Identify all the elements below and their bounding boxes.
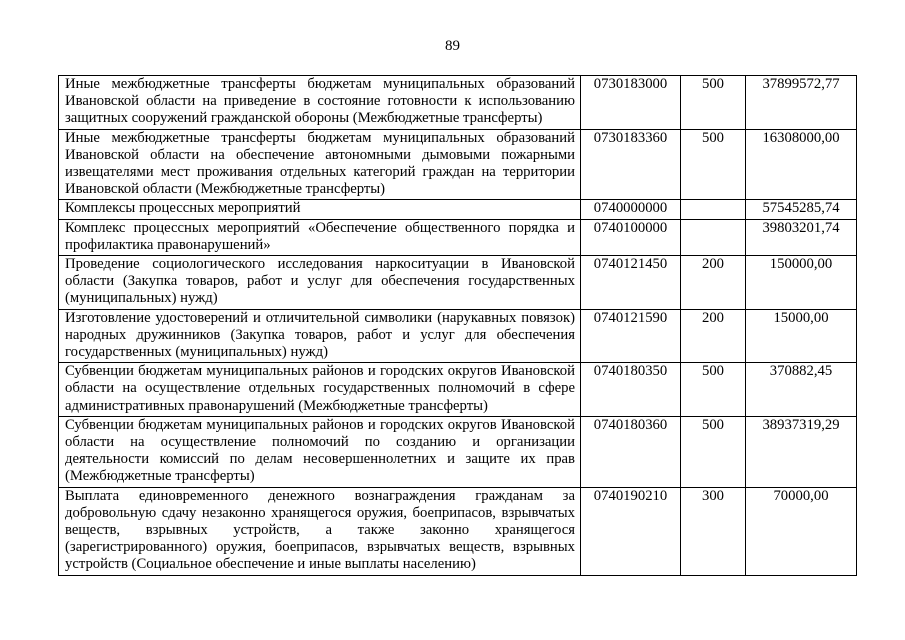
- cell-expense-type: 300: [681, 487, 746, 575]
- table-row: [59, 256, 857, 310]
- table-body: [59, 76, 857, 576]
- cell-description: Субвенции бюджетам муниципальных районов и городских округов Ивановской области на осуществление полномочий по созданию и организации деятельности комиссий по делам несовершеннолетних и защите их прав (Межбюджетные трансферты): [59, 416, 581, 487]
- cell-description: Комплекс процессных мероприятий «Обеспечение общественного порядка и профилактика правонарушений»: [59, 219, 581, 255]
- cell-description: Выплата единовременного денежного вознаграждения гражданам за добровольную сдачу незаконно хранящегося оружия, боеприпасов, взрывчатых веществ, взрывных устройств, а также законно хранящегося (зарегистрированного) оружия, боеприпасов, взрывчатых веществ, взрывных устройств (Социальное обеспечение и иные выплаты населению): [59, 487, 581, 575]
- cell-description: Комплексы процессных мероприятий: [59, 200, 581, 219]
- cell-expense-type: 500: [681, 363, 746, 417]
- cell-target-code: 0740100000: [581, 219, 681, 255]
- cell-expense-type: [681, 219, 746, 255]
- cell-target-code: 0740000000: [581, 200, 681, 219]
- table-row: [59, 200, 857, 219]
- cell-amount: 37899572,77: [746, 76, 857, 130]
- cell-target-code: 0740180360: [581, 416, 681, 487]
- table-row: [59, 219, 857, 255]
- cell-description: Иные межбюджетные трансферты бюджетам муниципальных образований Ивановской области на приведение в состояние готовности к использованию защитных сооружений гражданской обороны (Межбюджетные трансферты): [59, 76, 581, 130]
- cell-expense-type: 500: [681, 129, 746, 200]
- cell-amount: 70000,00: [746, 487, 857, 575]
- cell-target-code: 0740121590: [581, 309, 681, 363]
- page-number: 89: [445, 38, 460, 54]
- cell-amount: 38937319,29: [746, 416, 857, 487]
- cell-description: Изготовление удостоверений и отличительной символики (нарукавных повязок) народных дружинников (Закупка товаров, работ и услуг для обеспечения государственных (муниципальных) нужд): [59, 309, 581, 363]
- table-row: [59, 309, 857, 363]
- cell-description: Субвенции бюджетам муниципальных районов и городских округов Ивановской области на осуществление отдельных государственных полномочий в сфере административных правонарушений (Межбюджетные трансферты): [59, 363, 581, 417]
- cell-target-code: 0730183360: [581, 129, 681, 200]
- table-row: [59, 76, 857, 130]
- table-row: [59, 487, 857, 575]
- cell-expense-type: 500: [681, 416, 746, 487]
- cell-target-code: 0740121450: [581, 256, 681, 310]
- cell-expense-type: 500: [681, 76, 746, 130]
- table-row: [59, 363, 857, 417]
- cell-target-code: 0730183000: [581, 76, 681, 130]
- cell-amount: 16308000,00: [746, 129, 857, 200]
- cell-amount: 15000,00: [746, 309, 857, 363]
- cell-expense-type: [681, 200, 746, 219]
- table-row: [59, 129, 857, 200]
- cell-description: Иные межбюджетные трансферты бюджетам муниципальных образований Ивановской области на обеспечение автономными дымовыми пожарными извещателями мест проживания отдельных категорий граждан на территории Ивановской области (Межбюджетные трансферты): [59, 129, 581, 200]
- cell-expense-type: 200: [681, 256, 746, 310]
- cell-amount: 57545285,74: [746, 200, 857, 219]
- cell-amount: 150000,00: [746, 256, 857, 310]
- cell-target-code: 0740190210: [581, 487, 681, 575]
- cell-amount: 39803201,74: [746, 219, 857, 255]
- cell-description: Проведение социологического исследования наркоситуации в Ивановской области (Закупка товаров, работ и услуг для обеспечения государственных (муниципальных) нужд): [59, 256, 581, 310]
- budget-appropriations-table: [58, 75, 857, 576]
- cell-target-code: 0740180350: [581, 363, 681, 417]
- table-row: [59, 416, 857, 487]
- cell-expense-type: 200: [681, 309, 746, 363]
- cell-amount: 370882,45: [746, 363, 857, 417]
